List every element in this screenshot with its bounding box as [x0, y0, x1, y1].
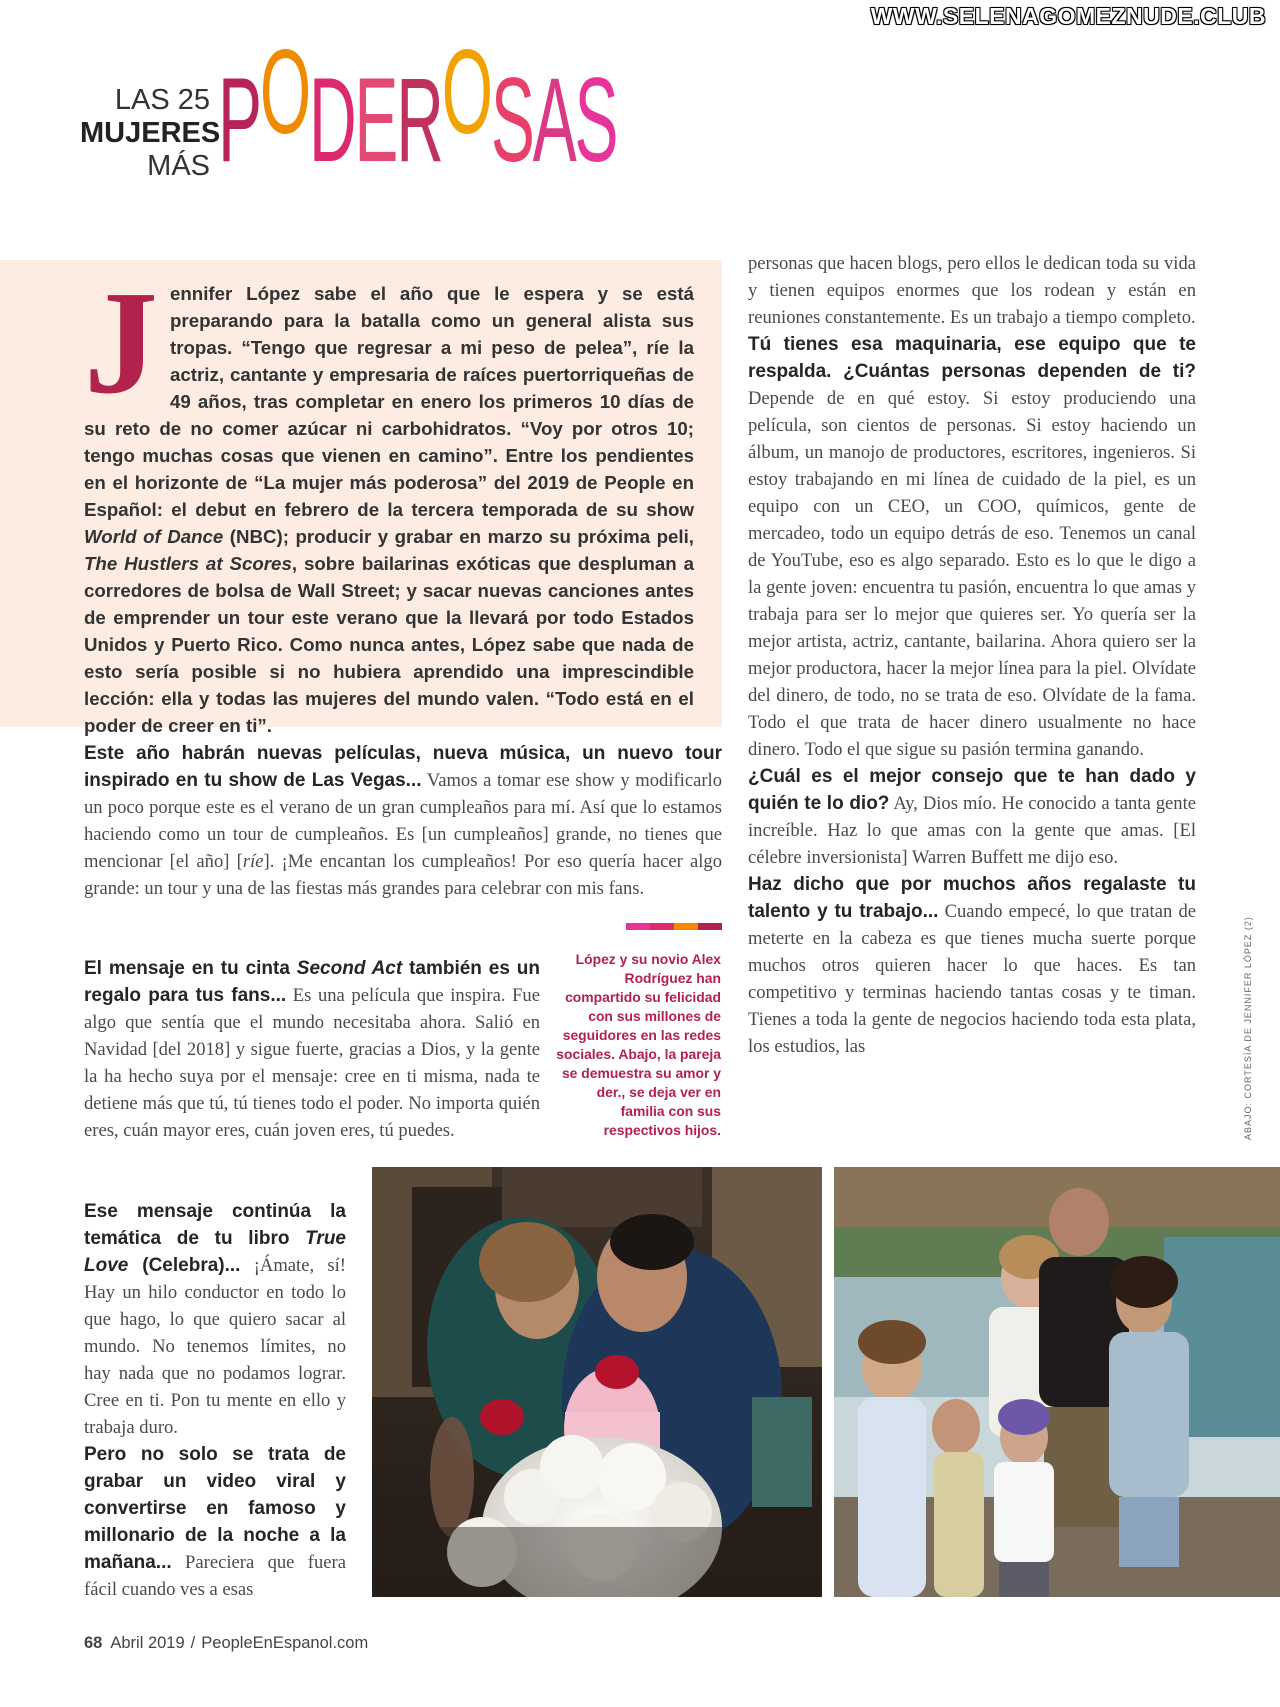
photo-credit: ABAJO: CORTESÍA DE JENNIFER LÓPEZ (2) — [1243, 916, 1253, 1140]
page-number: 68 — [84, 1634, 103, 1652]
caption-bar-segment — [650, 923, 674, 930]
qa-block-4 — [84, 1441, 346, 1603]
page-footer — [84, 1634, 368, 1653]
qa-block-5 — [748, 331, 1196, 763]
caption-bar-segment — [626, 923, 650, 930]
intro-text-3: (NBC); producir y grabar en marzo su próxima peli, — [223, 526, 694, 547]
question-2: El mensaje en tu cinta — [84, 958, 297, 979]
drop-cap: J — [84, 261, 158, 425]
answer-1-italic: ríe — [242, 851, 264, 872]
section-label-line2: MUJERES — [80, 117, 221, 149]
photo-couple-kiss — [372, 1167, 822, 1597]
qa-block-6 — [748, 763, 1196, 871]
movie-title: The Hustlers at Scores — [84, 553, 292, 574]
question-3: Ese mensaje continúa la temática de tu libro — [84, 1201, 346, 1249]
title-letter: D — [308, 53, 355, 187]
title-letter: R — [396, 53, 442, 187]
question-4: Pero no solo se trata de grabar un video viral y convertirse en famoso y millonario de la noche a la mañana... — [84, 1444, 346, 1573]
title-letter: S — [490, 53, 533, 187]
title-letter: P — [218, 53, 260, 187]
title-letter: A — [532, 53, 575, 187]
left-column-bottom — [84, 1198, 346, 1603]
question-2-end: también es un regalo para tus fans... — [84, 958, 540, 1006]
question-6: ¿Cuál es el mejor consejo que te han dado y quién te lo dio? — [748, 766, 1196, 814]
section-label-line1: LAS 25 — [114, 84, 210, 116]
answer-1-end: ]. ¡Me encantan los cumpleaños! Por eso quería hacer algo grande: un tour y una de las fiestas más grandes para celebrar con mis fans. — [84, 851, 722, 899]
section-label — [80, 84, 221, 183]
intro-text-4: , sobre bailarinas exóticas que despluman a corredores de bolsa de Wall Street; y sacar nuevas canciones antes de emprender un tour este verano que la llevará por todo Estados Unidos y Puerto Rico. Como nunca antes, López sabe que nada de esto sería posible si no hubiera aprendido una imprescindible lección: ella y todas las mujeres del mundo valen. “Todo está en el poder de creer en ti”. — [84, 553, 695, 736]
photo-family-image — [834, 1167, 1280, 1597]
show-title: World of Dance — [84, 526, 224, 547]
footer-separator: / — [190, 1634, 196, 1652]
qa-block-2 — [84, 955, 540, 1144]
qa-block-1 — [84, 740, 722, 902]
qa-block-3 — [84, 1198, 346, 1441]
photo-couple-kiss-image — [372, 1167, 822, 1597]
title-letter: O — [259, 25, 309, 159]
question-1: Este año habrán nuevas películas, nueva música, un nuevo tour inspirado en tu show de Las Vegas... — [84, 743, 722, 791]
answer-6: Ay, Dios mío. He conocido a tanta gente increíble. Haz lo que amas con la gente que amas. [El célebre inversionista] Warren Buffett me dijo eso. — [748, 793, 1196, 868]
question-7: Haz dicho que por muchos años regalaste tu talento y tu trabajo... — [748, 874, 1196, 922]
title-letter: S — [574, 53, 617, 187]
intro-paragraph — [84, 261, 695, 739]
title-letter: E — [354, 53, 397, 187]
answer-7: Cuando empecé, lo que tratan de meterte en la cabeza es que tienes mucha suerte porque muchos otros quieren hacer lo que haces. Es tan competitivo y terminas haciendo tantas cosas y te timan. Tienes a toda la gente de negocios haciendo toda esta plata, los estudios, las — [748, 901, 1196, 1057]
caption-bar-segment — [674, 923, 698, 930]
caption-color-bar — [626, 923, 722, 930]
photo-caption: López y su novio Alex Rodríguez han compartido su felicidad con sus millones de seguidores en las redes sociales. Abajo, la pareja se demuestra su amor y der., se deja ver en familia con sus respectivos hijos. — [556, 951, 721, 1138]
left-column-middle — [84, 955, 540, 1144]
answer-4: Pareciera que fuera fácil cuando ves a esas — [84, 1552, 346, 1600]
qa-continued — [748, 250, 1196, 331]
question-3-end: (Celebra)... — [128, 1255, 241, 1276]
caption-bar-segment — [698, 923, 722, 930]
answer-2: Es una película que inspira. Fue algo que sentía que el mundo necesitaba ahora. Salió en Navidad [del 2018] y sigue fuerte, gracias a Dios, y la gente la ha hecho suya por el mensaje: cree en ti misma, nada te detiene más que tú, tú tienes todo el poder. No importa quién eres, cuán mayor eres, cuán joven eres, tú puedes. — [84, 985, 540, 1141]
watermark: WWW.SELENAGOMEZNUDE.CLUB — [870, 3, 1266, 29]
question-5: Tú tienes esa maquinaria, ese equipo que te respalda. ¿Cuántas personas dependen de ti? — [748, 334, 1196, 382]
brand-name: People en Español — [84, 472, 694, 520]
intro-text-2: : el debut en febrero de la tercera temporada de su show — [156, 499, 694, 520]
right-column — [748, 250, 1196, 1060]
photo-family — [834, 1167, 1280, 1597]
intro-text-1: ennifer López sabe el año que le espera y se está preparando para la batalla como un general alista sus tropas. “Tengo que regresar a mi peso de pelea”, ríe la actriz, cantante y empresaria de raíces puertorriqueñas de 49 años, tras completar en enero los primeros 10 días de su reto de no comer azúcar ni carbohidratos. “Voy por otros 10; tengo muchas cosas que vienen en camino”. Entre los pendientes en el horizonte de “La mujer más poderosa” del 2019 de — [84, 283, 694, 493]
left-column-top — [84, 740, 722, 902]
answer-1: Vamos a tomar ese show y modificarlo un poco porque este es el verano de un gran cumpleaños para mí. Así que lo estamos haciendo como un tour de cumpleaños. Es [un cumpleaños] grande, no tienes que mencionar [el año] [ — [84, 770, 723, 872]
question-2-italic: Second Act — [296, 958, 403, 979]
qa-block-7 — [748, 871, 1196, 1060]
website: PeopleEnEspanol.com — [201, 1634, 369, 1652]
question-3-italic: True Love — [84, 1228, 346, 1276]
answer-5: Depende de en qué estoy. Si estoy produciendo una película, son cientos de personas. Si estoy haciendo un álbum, un manojo de productores, escritores, ingenieros. Si estoy trabajando en mi línea de cuidado de la piel, es un equipo con un CEO, un COO, químicos, gente de mercadeo, todo un equipo detrás de eso. Tenemos un canal de YouTube, eso es algo separado. Esto es lo que le digo a la gente joven: encuentra tu pasión, encuentra lo que amas y trabaja para ser lo mejor que quieres ser. Yo quería ser la mejor artista, actriz, cantante, bailarina. Ahora quiero ser la mejor productora, hacer la mejor línea para la piel. Olvídate del dinero, de todo, no se trata de eso. Olvídate de la fama. Todo el que trata de hacer dinero usualmente no hace dinero. Todo el que sigue su pasión termina ganando. — [748, 388, 1196, 760]
section-title-poderosas — [218, 25, 617, 190]
title-letter: O — [441, 25, 491, 159]
answer-3: ¡Ámate, sí! Hay un hilo conductor en todo lo que hago, lo que quiero sacar al mundo. No tenemos límites, no hay nada que no podamos lograr. Cree en ti. Pon tu mente en ello y trabaja duro. — [84, 1255, 346, 1438]
issue-date: Abril 2019 — [110, 1634, 185, 1652]
answer-continued: personas que hacen blogs, pero ellos le dedican toda su vida y tienen equipos enormes que los rodean y están en reuniones constantemente. Es un trabajo a tiempo completo. — [748, 253, 1196, 328]
section-label-line3: MÁS — [147, 150, 210, 182]
